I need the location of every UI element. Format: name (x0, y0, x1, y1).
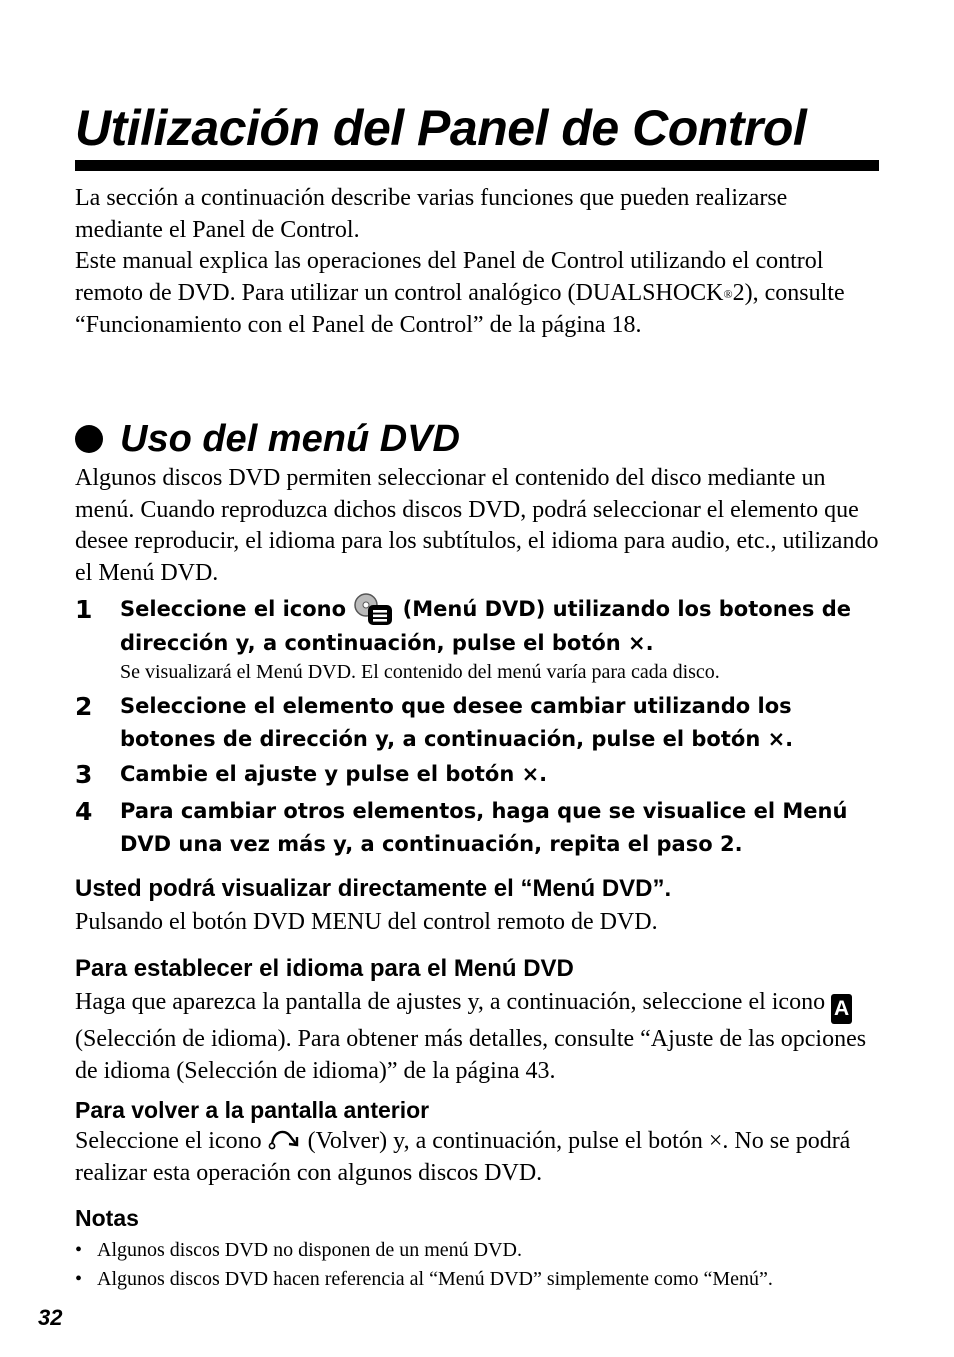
language-heading: Para establecer el idioma para el Menú DVD (75, 955, 574, 982)
notes-heading: Notas (75, 1205, 139, 1231)
list-item: • Algunos discos DVD no disponen de un menú DVD. (75, 1236, 880, 1265)
step-number: 4 (75, 797, 93, 826)
filled-circle-icon (75, 425, 103, 453)
step-text: Seleccione el elemento que desee cambiar utilizando los botones de dirección y, a continuación, pulse el botón ×. (120, 694, 794, 751)
registered-mark: ® (723, 286, 733, 301)
step-text: Seleccione el icono (Menú DVD) utilizando los botones de dirección y, a continuación, pulse el botón ×. (120, 593, 865, 660)
page-title: Utilización del Panel de Control (75, 100, 807, 156)
language-selection-icon: A (831, 994, 852, 1024)
intro-line-2: Este manual explica las operaciones del Panel de Control utilizando el control remoto de DVD. Para utilizar un control analógico (DUALSHOCK®2), consulte “Funcionamiento con el Panel de Control” de la página 18. (75, 248, 845, 339)
dvd-menu-icon (353, 593, 395, 627)
step-note: Se visualizará el Menú DVD. El contenido del menú varía para cada disco. (120, 661, 720, 683)
title-rule (75, 160, 879, 171)
step-number: 2 (75, 692, 93, 721)
return-arrow-icon (268, 1126, 302, 1150)
list-item: • Algunos discos DVD hacen referencia al “Menú DVD” simplemente como “Menú”. (75, 1265, 880, 1294)
notes-list (75, 1236, 880, 1294)
direct-body: Pulsando el botón DVD MENU del control remoto de DVD. (75, 909, 658, 935)
step-number: 1 (75, 595, 93, 624)
step-text: Para cambiar otros elementos, haga que se visualice el Menú DVD una vez más y, a continuación, repita el paso 2. (120, 799, 848, 856)
section-heading: Uso del menú DVD (75, 412, 460, 466)
section-intro: Algunos discos DVD permiten seleccionar el contenido del disco mediante un menú. Cuando reproduzca dichos discos DVD, podrá seleccionar el elemento que desee reproducir, el idioma para los subtítulos, el idioma para audio, etc., utilizando el Menú DVD. (75, 465, 879, 586)
bullet: • (75, 1268, 83, 1290)
step-text: Cambie el ajuste y pulse el botón ×. (120, 762, 548, 786)
language-body: Haga que aparezca la pantalla de ajustes y, a continuación, seleccione el icono A (Selección de idioma). Para obtener más detalles, consulte “Ajuste de las opciones de idioma (Selección de idioma)” de la página 43. (75, 989, 867, 1084)
step-number: 3 (75, 760, 93, 789)
intro-line-1: La sección a continuación describe varias funciones que pueden realizarse mediante el Panel de Control. (75, 185, 788, 243)
intro-paragraph (75, 183, 880, 342)
back-body: Seleccione el icono (Volver) y, a continuación, pulse el botón ×. No se podrá realizar esta operación con algunos discos DVD. (75, 1128, 851, 1186)
back-heading: Para volver a la pantalla anterior (75, 1097, 430, 1123)
direct-heading: Usted podrá visualizar directamente el “Menú DVD”. (75, 875, 672, 902)
page-number: 32 (38, 1305, 63, 1330)
bullet: • (75, 1239, 83, 1261)
